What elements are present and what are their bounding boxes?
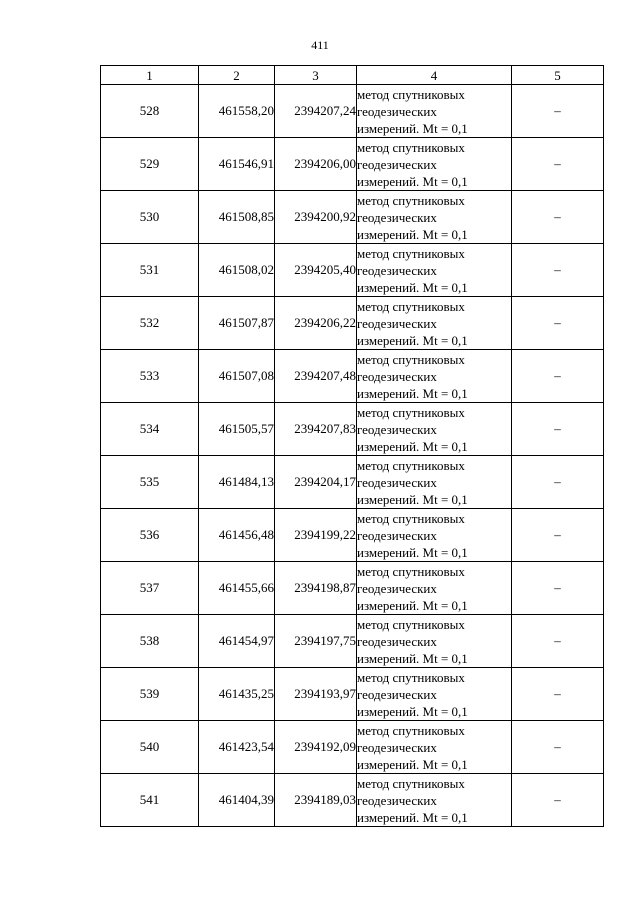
table-row <box>101 350 604 403</box>
method-line: метод спутниковых <box>357 457 465 473</box>
method-line: измерений. Mt = 0,1 <box>357 756 468 772</box>
method-line: геодезических <box>357 315 437 331</box>
method-line: геодезических <box>357 792 437 808</box>
method-line: измерений. Mt = 0,1 <box>357 385 468 401</box>
note-cell: – <box>512 668 604 721</box>
note-cell: – <box>512 509 604 562</box>
note-cell: – <box>512 297 604 350</box>
method-line: измерений. Mt = 0,1 <box>357 703 468 719</box>
x-coordinate-cell: 461455,66 <box>199 562 275 615</box>
table-row <box>101 191 604 244</box>
method-line: метод спутниковых <box>357 86 465 102</box>
point-number-cell: 535 <box>101 456 199 509</box>
point-number-cell: 529 <box>101 138 199 191</box>
point-number-cell: 537 <box>101 562 199 615</box>
method-line: геодезических <box>357 421 437 437</box>
y-coordinate-cell: 2394198,87 <box>275 562 357 615</box>
x-coordinate-cell: 461558,20 <box>199 85 275 138</box>
point-number-cell: 534 <box>101 403 199 456</box>
point-number-cell: 541 <box>101 774 199 827</box>
method-line: метод спутниковых <box>357 245 465 261</box>
table-row <box>101 509 604 562</box>
method-line: метод спутниковых <box>357 351 465 367</box>
method-cell <box>357 562 512 615</box>
x-coordinate-cell: 461404,39 <box>199 774 275 827</box>
x-coordinate-cell: 461435,25 <box>199 668 275 721</box>
method-line: метод спутниковых <box>357 563 465 579</box>
method-line: геодезических <box>357 103 437 119</box>
note-cell: – <box>512 244 604 297</box>
method-cell <box>357 509 512 562</box>
x-coordinate-cell: 461423,54 <box>199 721 275 774</box>
method-cell <box>357 774 512 827</box>
method-line: геодезических <box>357 739 437 755</box>
method-line: измерений. Mt = 0,1 <box>357 226 468 242</box>
column-header-1: 1 <box>101 66 199 85</box>
y-coordinate-cell: 2394207,48 <box>275 350 357 403</box>
table-row <box>101 562 604 615</box>
method-line: измерений. Mt = 0,1 <box>357 332 468 348</box>
note-cell: – <box>512 350 604 403</box>
method-line: измерений. Mt = 0,1 <box>357 173 468 189</box>
method-line: измерений. Mt = 0,1 <box>357 809 468 825</box>
coordinates-table <box>100 65 604 827</box>
method-cell <box>357 403 512 456</box>
point-number-cell: 532 <box>101 297 199 350</box>
table-row <box>101 615 604 668</box>
method-line: измерений. Mt = 0,1 <box>357 120 468 136</box>
method-line: геодезических <box>357 368 437 384</box>
note-cell: – <box>512 721 604 774</box>
point-number-cell: 536 <box>101 509 199 562</box>
point-number-cell: 539 <box>101 668 199 721</box>
point-number-cell: 528 <box>101 85 199 138</box>
table-row <box>101 403 604 456</box>
note-cell: – <box>512 774 604 827</box>
x-coordinate-cell: 461508,85 <box>199 191 275 244</box>
note-cell: – <box>512 138 604 191</box>
column-header-2: 2 <box>199 66 275 85</box>
point-number-cell: 538 <box>101 615 199 668</box>
y-coordinate-cell: 2394189,03 <box>275 774 357 827</box>
method-cell <box>357 456 512 509</box>
column-header-3: 3 <box>275 66 357 85</box>
point-number-cell: 533 <box>101 350 199 403</box>
method-line: измерений. Mt = 0,1 <box>357 544 468 560</box>
x-coordinate-cell: 461505,57 <box>199 403 275 456</box>
method-line: метод спутниковых <box>357 404 465 420</box>
note-cell: – <box>512 191 604 244</box>
method-cell <box>357 350 512 403</box>
method-line: метод спутниковых <box>357 722 465 738</box>
x-coordinate-cell: 461484,13 <box>199 456 275 509</box>
table-row <box>101 85 604 138</box>
point-number-cell: 530 <box>101 191 199 244</box>
table-row <box>101 721 604 774</box>
method-line: измерений. Mt = 0,1 <box>357 597 468 613</box>
method-cell <box>357 244 512 297</box>
note-cell: – <box>512 403 604 456</box>
y-coordinate-cell: 2394193,97 <box>275 668 357 721</box>
point-number-cell: 540 <box>101 721 199 774</box>
method-line: геодезических <box>357 527 437 543</box>
x-coordinate-cell: 461507,87 <box>199 297 275 350</box>
y-coordinate-cell: 2394200,92 <box>275 191 357 244</box>
y-coordinate-cell: 2394206,00 <box>275 138 357 191</box>
method-cell <box>357 668 512 721</box>
method-line: метод спутниковых <box>357 192 465 208</box>
method-line: измерений. Mt = 0,1 <box>357 438 468 454</box>
y-coordinate-cell: 2394197,75 <box>275 615 357 668</box>
x-coordinate-cell: 461507,08 <box>199 350 275 403</box>
y-coordinate-cell: 2394207,83 <box>275 403 357 456</box>
table-header-row <box>101 66 604 85</box>
y-coordinate-cell: 2394207,24 <box>275 85 357 138</box>
table-row <box>101 774 604 827</box>
note-cell: – <box>512 615 604 668</box>
method-cell <box>357 191 512 244</box>
method-line: геодезических <box>357 209 437 225</box>
x-coordinate-cell: 461456,48 <box>199 509 275 562</box>
method-line: метод спутниковых <box>357 616 465 632</box>
point-number-cell: 531 <box>101 244 199 297</box>
page-number: 411 <box>311 38 329 52</box>
y-coordinate-cell: 2394192,09 <box>275 721 357 774</box>
method-line: измерений. Mt = 0,1 <box>357 650 468 666</box>
x-coordinate-cell: 461508,02 <box>199 244 275 297</box>
method-line: метод спутниковых <box>357 510 465 526</box>
y-coordinate-cell: 2394204,17 <box>275 456 357 509</box>
note-cell: – <box>512 456 604 509</box>
x-coordinate-cell: 461454,97 <box>199 615 275 668</box>
method-line: метод спутниковых <box>357 139 465 155</box>
y-coordinate-cell: 2394206,22 <box>275 297 357 350</box>
method-line: измерений. Mt = 0,1 <box>357 279 468 295</box>
method-cell <box>357 85 512 138</box>
column-header-5: 5 <box>512 66 604 85</box>
method-line: геодезических <box>357 262 437 278</box>
method-line: метод спутниковых <box>357 669 465 685</box>
table-row <box>101 138 604 191</box>
table-row <box>101 244 604 297</box>
method-line: геодезических <box>357 156 437 172</box>
method-cell <box>357 615 512 668</box>
method-cell <box>357 297 512 350</box>
note-cell: – <box>512 562 604 615</box>
method-line: измерений. Mt = 0,1 <box>357 491 468 507</box>
y-coordinate-cell: 2394199,22 <box>275 509 357 562</box>
method-line: метод спутниковых <box>357 298 465 314</box>
method-line: геодезических <box>357 474 437 490</box>
method-line: геодезических <box>357 633 437 649</box>
x-coordinate-cell: 461546,91 <box>199 138 275 191</box>
method-cell <box>357 138 512 191</box>
table-row <box>101 297 604 350</box>
method-line: геодезических <box>357 580 437 596</box>
table-body <box>101 85 604 827</box>
table-row <box>101 456 604 509</box>
column-header-4: 4 <box>357 66 512 85</box>
method-line: метод спутниковых <box>357 775 465 791</box>
table-row <box>101 668 604 721</box>
y-coordinate-cell: 2394205,40 <box>275 244 357 297</box>
method-cell <box>357 721 512 774</box>
note-cell: – <box>512 85 604 138</box>
method-line: геодезических <box>357 686 437 702</box>
